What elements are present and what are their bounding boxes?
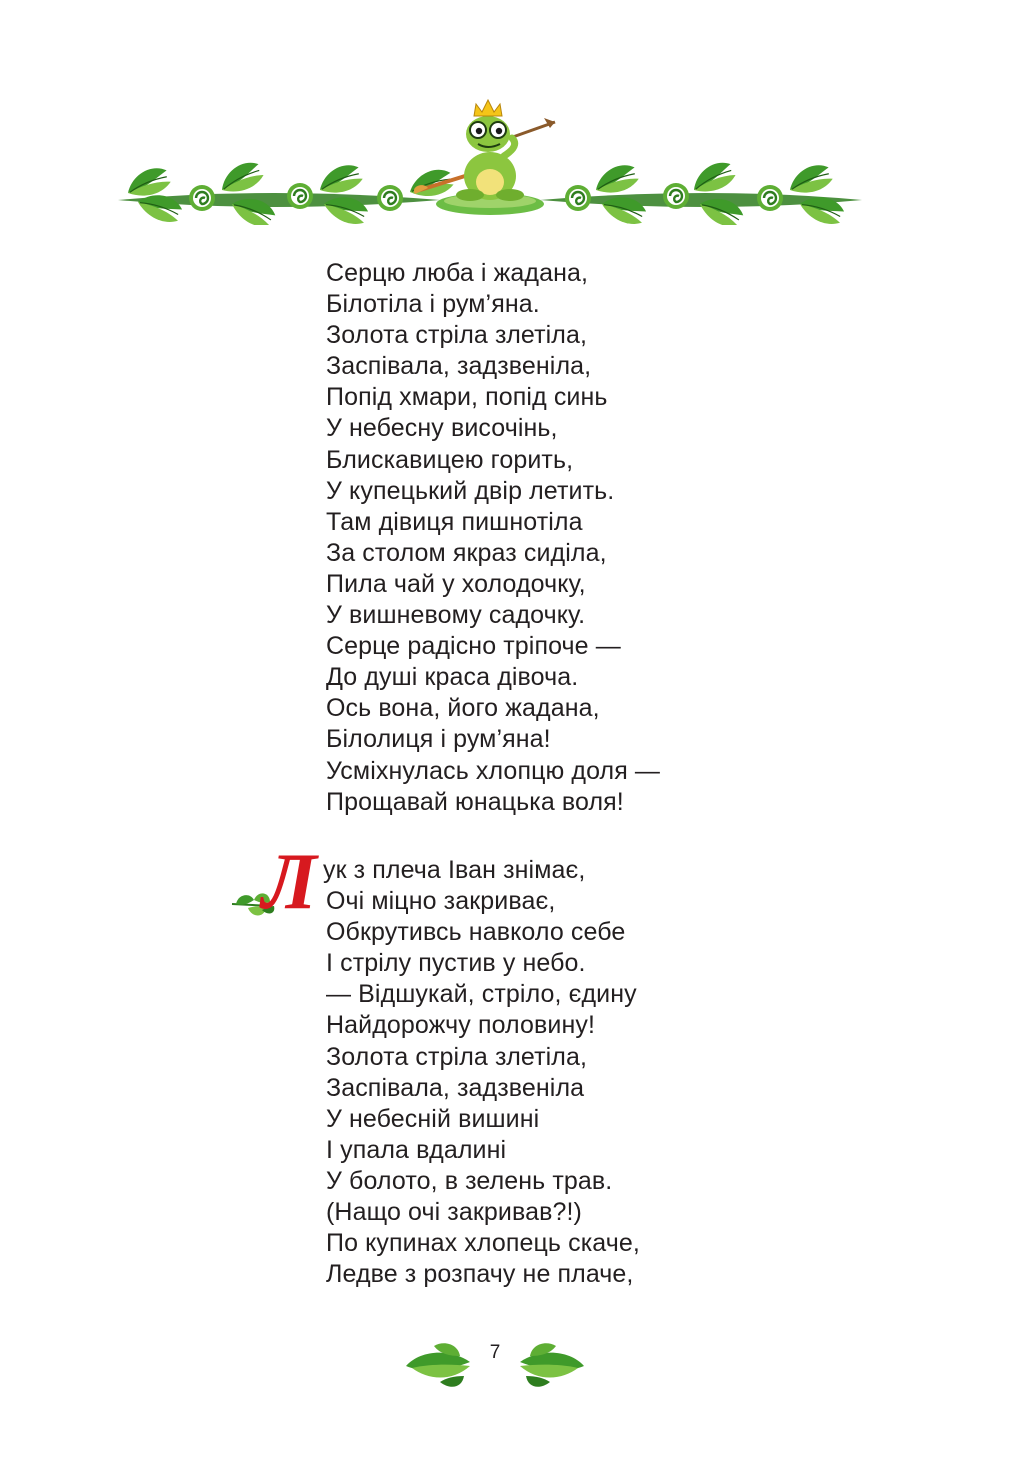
verse-line: Ось вона, його жадана, xyxy=(326,694,600,723)
leaf-band-left xyxy=(118,158,455,225)
header-ornament xyxy=(110,90,870,225)
verse-line: У небесну височінь, xyxy=(326,414,558,443)
poem-stanza-1 xyxy=(326,258,660,818)
verse-line: Очі міцно закриває, xyxy=(326,887,556,916)
verse-line: Усміхнулась хлопцю доля — xyxy=(326,756,661,785)
verse-line: Обкрутивсь навколо себе xyxy=(326,918,626,947)
verse-line: Найдорожчу половину! xyxy=(326,1011,596,1040)
leaf-band-right xyxy=(540,158,862,225)
verse-line: ук з плеча Іван знімає, xyxy=(323,856,586,884)
verse-line: До душі краса дівоча. xyxy=(326,663,579,692)
verse-line: Золота стріла злетіла, xyxy=(326,1042,588,1071)
verse-line: Заспівала, задзвеніла xyxy=(326,1073,585,1102)
verse-line: І упала вдалині xyxy=(326,1135,507,1164)
verse-line: Прощавай юнацька воля! xyxy=(326,787,624,816)
verse-line: У вишневому садочку. xyxy=(326,601,586,630)
verse-line: Білотіла і рум’яна. xyxy=(326,290,540,319)
frog-princess-ornament-icon xyxy=(414,100,555,215)
verse-line: Пила чай у холодочку, xyxy=(326,569,586,598)
dropcap-letter: Л xyxy=(262,838,317,924)
verse-line: У болото, в зелень трав. xyxy=(326,1166,613,1195)
verse-line: Ледве з розпачу не плаче, xyxy=(326,1260,634,1289)
verse-line: Золота стріла злетіла, xyxy=(326,321,588,350)
verse-line: І стрілу пустив у небо. xyxy=(326,949,586,978)
poem-stanza-2 xyxy=(323,855,640,1290)
verse-line: Заспівала, задзвеніла, xyxy=(326,352,592,381)
verse-line: Серцю люба і жадана, xyxy=(326,259,589,287)
verse-line: (Нащо очі закривав?!) xyxy=(326,1198,582,1227)
verse-line: По купинах хлопець скаче, xyxy=(326,1229,640,1258)
verse-line: У небесній вишині xyxy=(326,1104,540,1133)
verse-line: Блискавицею горить, xyxy=(326,445,574,474)
verse-line: У купецький двір летить. xyxy=(326,476,615,505)
verse-line: Білолиця і рум’яна! xyxy=(326,725,551,754)
verse-line: Там дівиця пишнотіла xyxy=(326,507,583,536)
verse-line: За столом якраз сиділа, xyxy=(326,538,607,567)
verse-line: Серце радісно тріпоче — xyxy=(326,632,621,661)
dropcap xyxy=(228,838,328,924)
page-number: 7 xyxy=(489,1342,501,1363)
verse-line: — Відшукай, стріло, єдину xyxy=(326,980,637,1009)
verse-line: Попід хмари, попід синь xyxy=(326,383,608,412)
